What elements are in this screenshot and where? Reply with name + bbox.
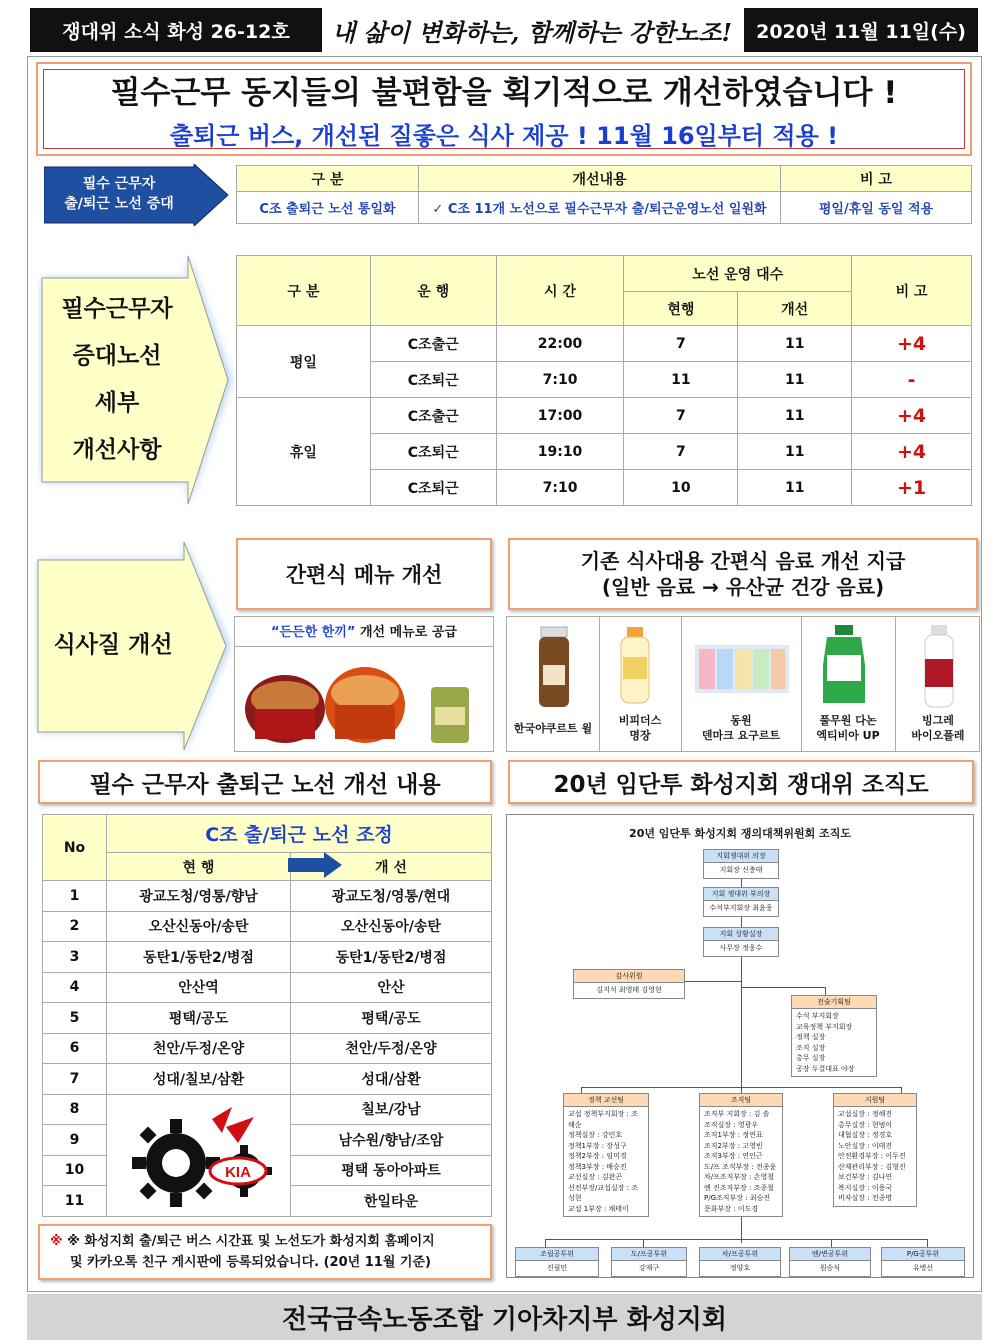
- detail-op: C조퇴근: [370, 434, 496, 470]
- headline-box: [36, 62, 972, 156]
- route-improved: 평택/공도: [291, 1003, 492, 1034]
- routes-current-header: 현 행: [107, 853, 291, 881]
- cell-note: 평일/휴일 동일 적용: [781, 192, 972, 224]
- snack-caption: [235, 617, 493, 647]
- detail-time: 17:00: [496, 398, 624, 434]
- product-3-label: 동원 덴마크 요구르트: [701, 714, 781, 743]
- route-no: 9: [43, 1125, 107, 1156]
- product-image-4: [819, 625, 869, 707]
- snack-panel: [234, 616, 494, 752]
- group-weekday: 평일: [237, 326, 371, 398]
- org-support: 지원팀 교섭실장 : 정해진 총무실장 : 현범이 대협실장 : 정경호 노안실장 : 이태진 안전환경부장 : 이두진 산재관리부장 : 김형진 보건부장 : 김나연 복지실장 : 이용국 비자실장 : 전종명: [833, 1093, 917, 1207]
- route-improved: 오산신동아/송탄: [291, 911, 492, 942]
- cell-improvement: ✓ C조 11개 노선으로 필수근무자 출/퇴근운영노선 일원화: [419, 192, 781, 224]
- route-improved: 칠보/강남: [291, 1094, 492, 1125]
- route-current: 성대/칠보/삼환: [107, 1064, 291, 1095]
- detail-label-1: 필수근무자: [61, 295, 173, 322]
- noodle-cups-image: [235, 647, 493, 751]
- drink-panel: [506, 616, 980, 752]
- org-organize: 조직팀 조직부 지회장 : 김 솔 조직실장 : 영광우 조직1부장 : 정연표 조직2부장 : 고영빈 조직3부장 : 연인근 도/프 조직부장 : 전종윤 차/프조직부장 : 손영철 엔 진조직부장 : 조종철 P/G조직부장 : 최승진 문화부장 : 이도경: [699, 1093, 783, 1217]
- footer: 전국금속노동조합 기아차지부 화성지회: [27, 1294, 982, 1340]
- detail-cur: 11: [624, 362, 738, 398]
- route-no: 3: [43, 942, 107, 973]
- group-holiday: 휴일: [237, 398, 371, 506]
- detail-note: +4: [852, 434, 972, 470]
- drink-title: [508, 538, 978, 610]
- org-policy: 정책 교선팀 교섭 정책부지회장 : 조해순 정책실장 : 강민호 정책1부장 : 장성구 정책2부장 : 임미경 정책3부장 : 배승진 교선실장 : 김완곤 선전부장/교섭실장 : 조성현 교섭 1부장 : 채태이: [563, 1093, 649, 1217]
- drink-title-2: (일반 음료 → 유산균 건강 음료): [601, 575, 885, 599]
- detail-table: [236, 255, 972, 506]
- routes-notice: [38, 1224, 492, 1280]
- route-improved: 천안/두정/온양: [291, 1033, 492, 1064]
- detail-time: 7:10: [496, 362, 624, 398]
- routes-section-title: 필수 근무자 출퇴근 노선 개선 내용: [38, 760, 492, 804]
- detail-arrow-label: [42, 278, 192, 482]
- col-note: 비 고: [781, 166, 972, 192]
- detail-col-count: 노선 운영 대수: [624, 256, 852, 292]
- route-no: 1: [43, 881, 107, 912]
- detail-op: C조퇴근: [370, 362, 496, 398]
- cell-category: C조 출퇴근 노선 통일화: [237, 192, 419, 224]
- route-improved: 안산: [291, 972, 492, 1003]
- headline-main: 필수근무 동지들의 불편함을 획기적으로 개선하였습니다 !: [110, 75, 898, 111]
- detail-new: 11: [738, 470, 852, 506]
- route-no: 10: [43, 1155, 107, 1186]
- org-chart-title: 20년 임단투 화성지회 쟁의대책위원회 조직도: [629, 827, 851, 840]
- route-no: 7: [43, 1064, 107, 1095]
- product-image-2: [617, 627, 653, 705]
- route-improved: 광교도청/영통/현대: [291, 881, 492, 912]
- org-section-title: 20년 임단투 화성지회 쟁대위 조직도: [508, 760, 974, 804]
- org-chair: 지회쟁대위 의장 지회장 신충태: [703, 849, 779, 879]
- detail-op: C조퇴근: [370, 470, 496, 506]
- route-no: 8: [43, 1094, 107, 1125]
- route-current: 안산역: [107, 972, 291, 1003]
- detail-note: -: [852, 362, 972, 398]
- detail-op: C조출근: [370, 398, 496, 434]
- route-increase-label-2: 출/퇴근 노선 증대: [64, 196, 174, 212]
- logo-cell: [107, 1094, 291, 1216]
- detail-time: 19:10: [496, 434, 624, 470]
- product-2-label: 비피더스 명장: [618, 714, 662, 743]
- org-team-4: 엔/변공투위 원승식: [789, 1247, 871, 1277]
- detail-op: C조출근: [370, 326, 496, 362]
- detail-new: 11: [738, 326, 852, 362]
- issue-date: 2020년 11월 11일(수): [744, 8, 978, 52]
- detail-cur: 10: [624, 470, 738, 506]
- detail-col-time: 시 간: [496, 256, 624, 326]
- detail-new: 11: [738, 398, 852, 434]
- org-vice: 지회 쟁대위 부의장 수석부지회장 최윤웅: [703, 887, 779, 917]
- routes-adjust-header: C조 출/퇴근 노선 조정: [107, 815, 492, 853]
- org-audit: 감사위원 김지석 최영태 김영현: [573, 969, 685, 999]
- routes-improved-header: 개 선: [291, 853, 492, 881]
- detail-time: 7:10: [496, 470, 624, 506]
- route-current: 오산신동아/송탄: [107, 911, 291, 942]
- slogan: 내 삶이 변화하는, 함께하는 강한노조!: [331, 17, 733, 47]
- route-increase-label: [44, 164, 194, 226]
- route-current: 천안/두정/온양: [107, 1033, 291, 1064]
- org-exec: 지회 상황실장 사무장 정웅수: [703, 927, 779, 957]
- col-category: 구 분: [237, 166, 419, 192]
- route-improved: 평택 동아아파트: [291, 1155, 492, 1186]
- route-improved: 남수원/향남/조암: [291, 1125, 492, 1156]
- notice-line-1: ※ ※ 화성지회 출/퇴근 버스 시간표 및 노선도가 화성지회 홈페이지: [50, 1234, 435, 1249]
- route-no: 4: [43, 972, 107, 1003]
- detail-label-2: 증대노선: [72, 342, 162, 369]
- product-image-1: [537, 625, 571, 709]
- detail-cur: 7: [624, 326, 738, 362]
- route-change-arrow: [288, 852, 344, 878]
- route-current: 평택/공도: [107, 1003, 291, 1034]
- meal-arrow-label: 식사질 개선: [53, 632, 173, 659]
- detail-col-note: 비 고: [852, 256, 972, 326]
- org-team-5: P/G공투위 유병선: [881, 1247, 965, 1277]
- product-image-3: [695, 635, 789, 695]
- product-5-label: 빙그레 바이오플레: [911, 714, 965, 743]
- org-team-2: 도/프공투위 강재구: [611, 1247, 687, 1277]
- route-increase-table: [236, 165, 972, 224]
- detail-note: +4: [852, 398, 972, 434]
- detail-cur: 7: [624, 398, 738, 434]
- detail-new: 11: [738, 362, 852, 398]
- issue-label: 쟁대위 소식 화성 26-12호: [30, 8, 322, 52]
- logo-text: KIA: [224, 1164, 251, 1181]
- detail-label-3: 세부: [94, 390, 140, 416]
- route-no: 2: [43, 911, 107, 942]
- detail-new: 11: [738, 434, 852, 470]
- detail-col-category: 구 분: [237, 256, 371, 326]
- routes-no-header: No: [43, 815, 107, 881]
- route-improved: 한일타운: [291, 1186, 492, 1217]
- snack-title: 간편식 메뉴 개선: [236, 538, 492, 610]
- product-image-5: [921, 625, 957, 709]
- product-4-label: 풀무원 다논 엑티비아 UP: [816, 714, 880, 743]
- union-kia-gear-logo: [114, 1099, 284, 1211]
- col-improvement: 개선내용: [419, 166, 781, 192]
- detail-cur: 7: [624, 434, 738, 470]
- snack-rest: 개선 메뉴로 공급: [355, 625, 457, 640]
- detail-col-improved: 개선: [738, 292, 852, 326]
- route-no: 5: [43, 1003, 107, 1034]
- detail-note: +1: [852, 470, 972, 506]
- detail-label-4: 개선사항: [72, 437, 162, 464]
- drink-title-1: 기존 식사대용 간편식 음료 개선 지급: [580, 549, 906, 573]
- org-chart-panel: [506, 814, 974, 1278]
- detail-col-operation: 운 행: [370, 256, 496, 326]
- route-current: 동탄1/동탄2/병점: [107, 942, 291, 973]
- detail-note: +4: [852, 326, 972, 362]
- headline-sub: 출퇴근 버스, 개선된 질좋은 식사 제공 ! 11월 16일부터 적용 !: [169, 122, 839, 150]
- product-1-label: 한국야쿠르트 윌: [513, 722, 593, 735]
- route-improved: 성대/삼환: [291, 1064, 492, 1095]
- routes-table: [42, 814, 492, 1217]
- detail-col-current: 현행: [624, 292, 738, 326]
- route-no: 11: [43, 1186, 107, 1217]
- route-current: 광교도청/영통/향남: [107, 881, 291, 912]
- notice-line-2: 및 카카오톡 친구 게시판에 등록되었습니다. (20년 11월 기준): [70, 1254, 431, 1270]
- org-team-3: 차/프공투위 정양호: [699, 1247, 781, 1277]
- route-increase-label-1: 필수 근무자: [82, 176, 156, 193]
- snack-quote: “든든한 한끼”: [271, 625, 356, 640]
- org-strategy: 전술기획팀 수석 부지회장 교육정책 부지회장 정책 실장 조직 실장 총무 실장 공장 두결대표 야장: [791, 995, 877, 1077]
- detail-time: 22:00: [496, 326, 624, 362]
- route-no: 6: [43, 1033, 107, 1064]
- org-team-1: 조립공투위 진필민: [515, 1247, 599, 1277]
- route-improved: 동탄1/동탄2/병점: [291, 942, 492, 973]
